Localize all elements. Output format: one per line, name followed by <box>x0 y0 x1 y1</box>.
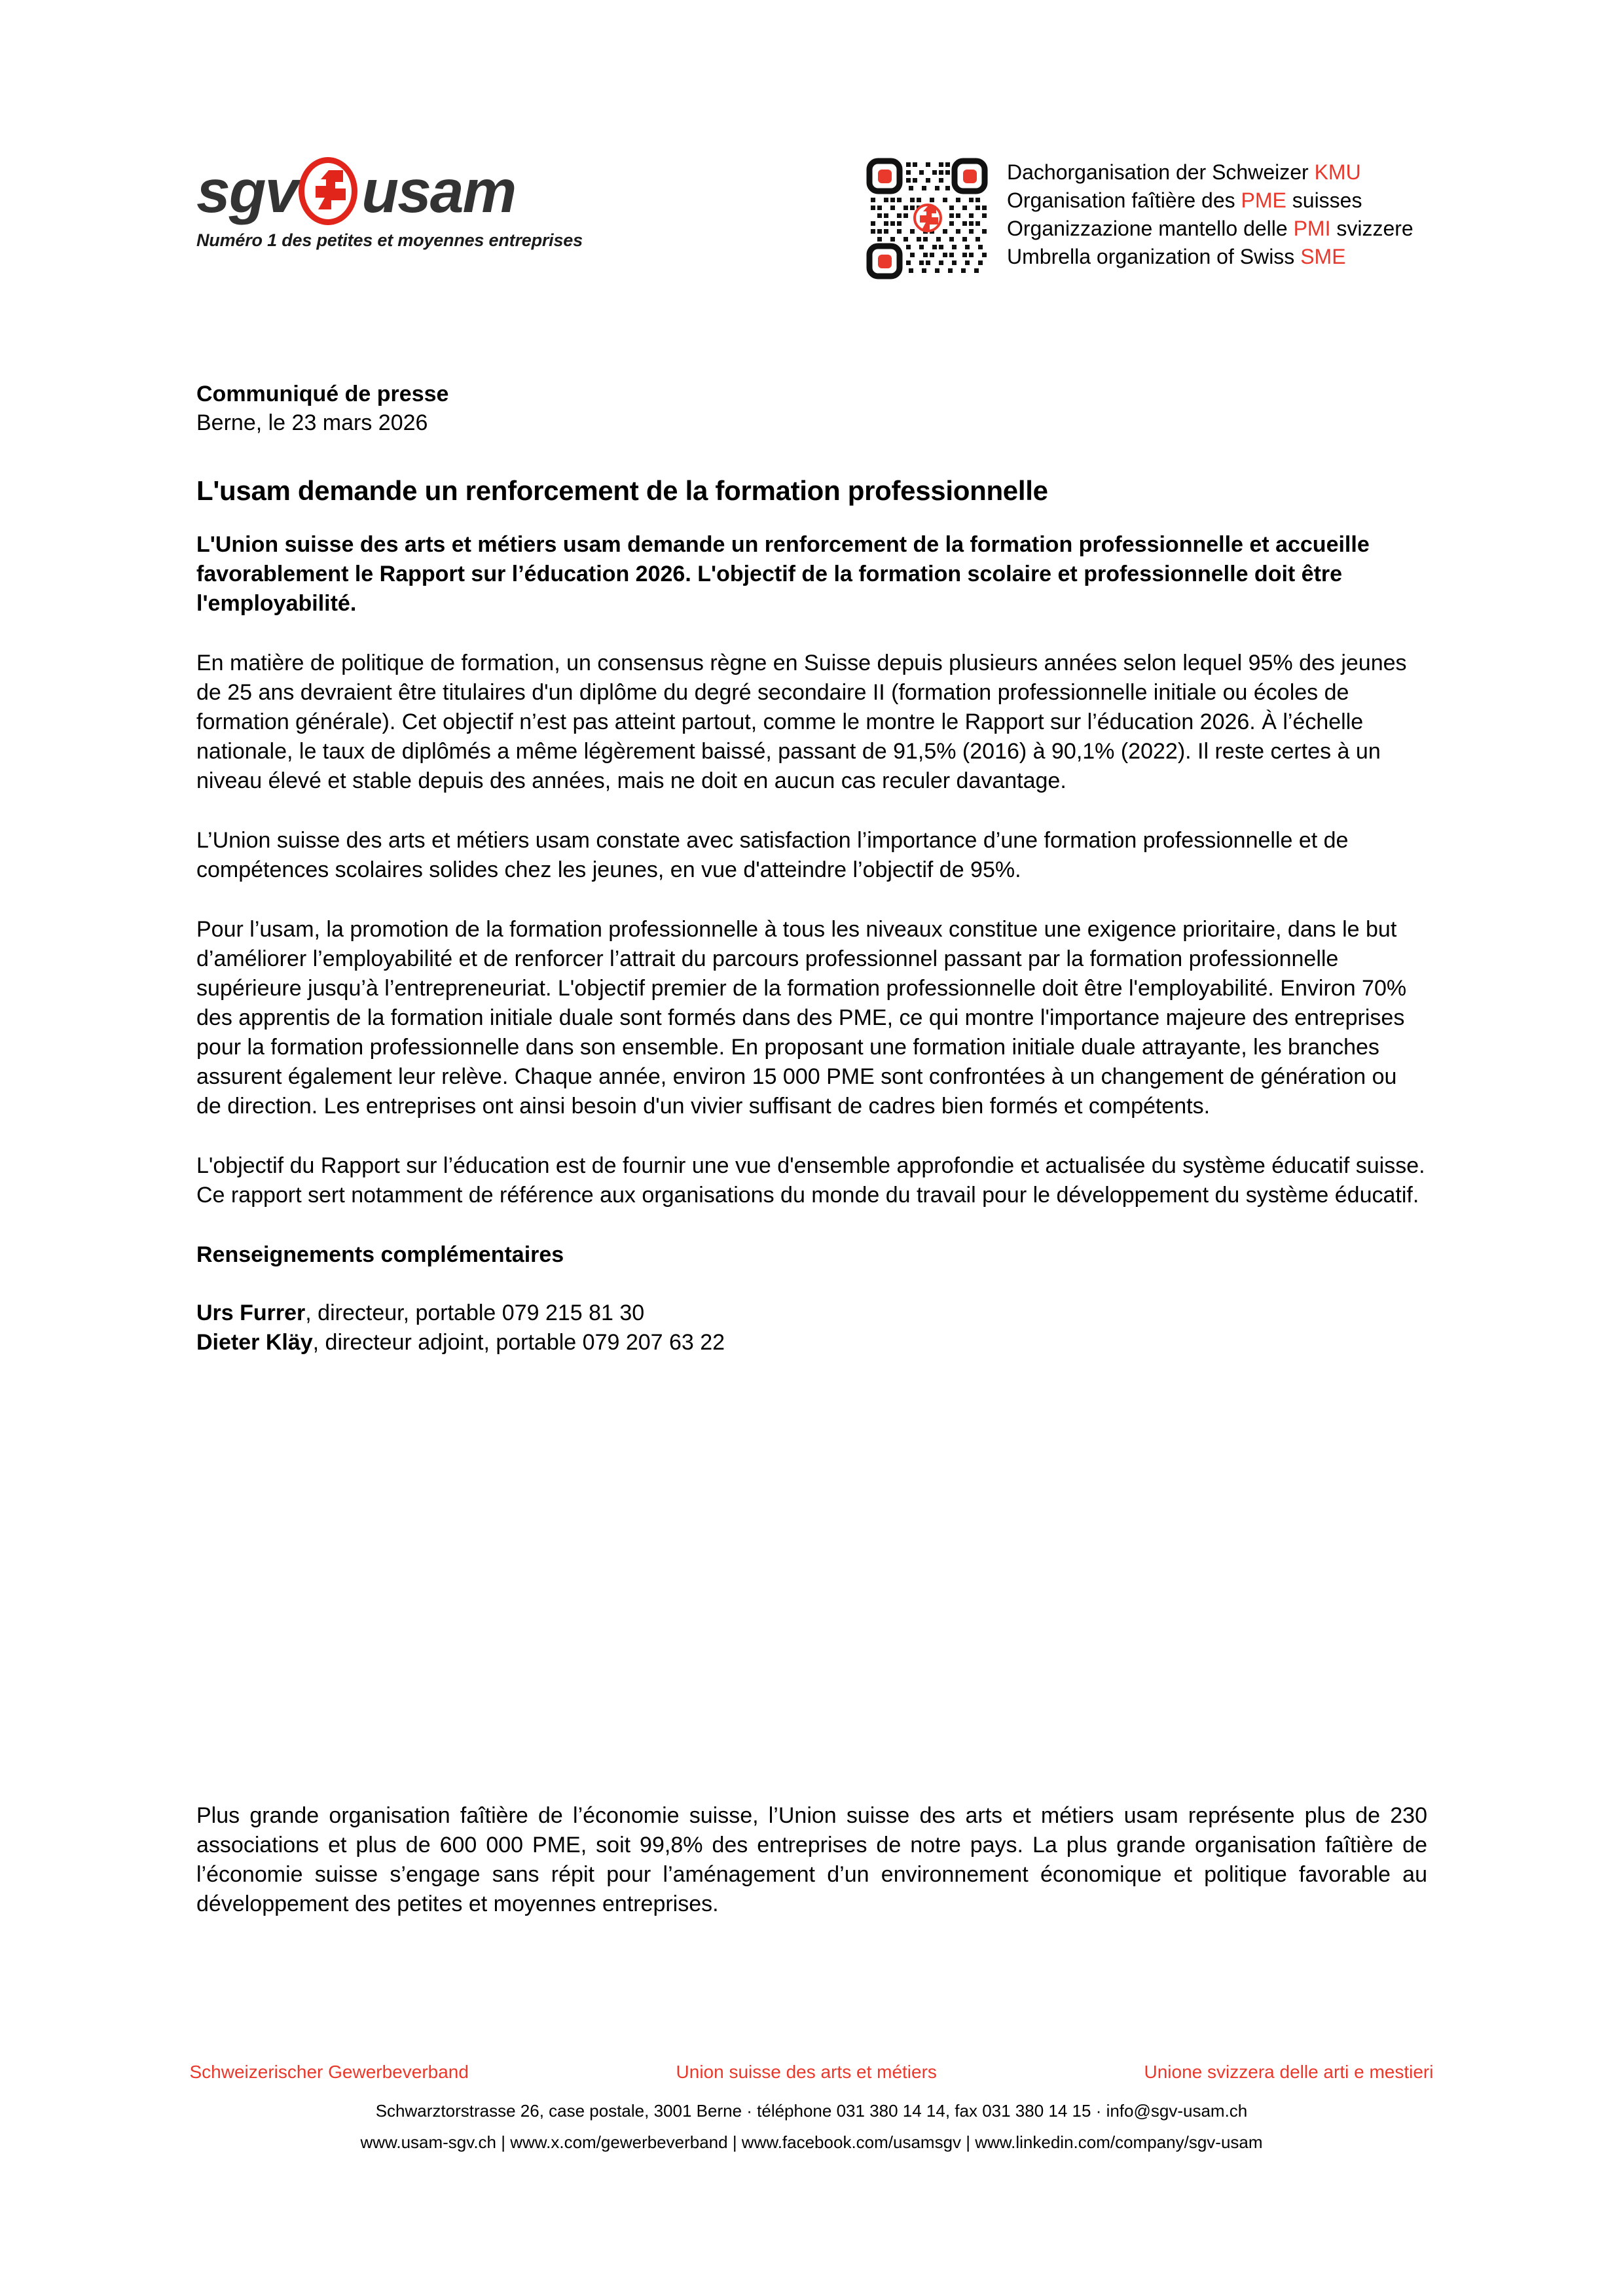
contact-role-1: , directeur, portable 079 215 81 30 <box>305 1300 645 1325</box>
body-paragraph-1: En matière de politique de formation, un consensus règne en Suisse depuis plusieurs années selon lequel 95% des jeunes de 25 ans devraient être titulaires d'un diplôme du degré secondaire II (formation professionnelle initiale ou écoles de formation générale). Cet objectif n’est pas atteint partout, comme le montre le Rapport sur l’éducation 2026. À l’échelle nationale, le taux de diplômés a même légèrement baissé, passant de 91,5% (2016) à 90,1% (2022). Il reste certes à un niveau élevé et stable depuis des années, mais ne doit en aucun cas reculer davantage. <box>196 651 1407 793</box>
footer-links[interactable]: www.usam-sgv.ch | www.x.com/gewerbeverband | www.facebook.com/usamsgv | www.linkedin.com/company/sgv-usam <box>360 2132 1263 2152</box>
contact-row-1 <box>196 1299 1427 1328</box>
footer-name-de: Schweizerischer Gewerbeverband <box>189 2062 469 2082</box>
document-kicker: Communiqué de presse <box>196 382 449 406</box>
qr-and-languages <box>866 157 1413 280</box>
swiss-cross-icon <box>309 169 350 212</box>
language-line-it: Organizzazione mantello delle PMI svizzere <box>1007 217 1413 240</box>
contact-name-2: Dieter Kläy <box>196 1330 313 1355</box>
lead-paragraph: L'Union suisse des arts et métiers usam demande un renforcement de la formation professionnelle et accueille favorablement le Rapport sur l’éducation 2026. L'objectif de la formation scolaire et professionnelle doit être l'employabilité. <box>196 532 1370 616</box>
contact-row-2 <box>196 1328 1427 1357</box>
language-list <box>1007 157 1413 271</box>
body-paragraph-3: Pour l’usam, la promotion de la formation professionnelle à tous les niveaux constitue une exigence prioritaire, dans le but d’améliorer l’employabilité et de renforcer l’attrait du parcours professionnel passant par la formation professionnelle supérieure jusqu’à l’entrepreneuriat. L'objectif premier de la formation professionnelle doit être l'employabilité. Environ 70% des apprentis de la formation initiale duale sont formés dans des PME, ce qui montre l'importance majeure des entreprises pour la formation professionnelle dans son ensemble. En proposant une formation initiale duale attrayante, les branches assurent également leur relève. Chaque année, environ 15 000 PME sont confrontées à un changement de génération ou de direction. Les entreprises ont ainsi besoin d'un vivier suffisant de cadres bien formés et compétents. <box>196 917 1407 1119</box>
footer-name-fr: Union suisse des arts et métiers <box>676 2062 937 2082</box>
footer-language-names <box>183 2060 1440 2084</box>
document-dateline: Berne, le 23 mars 2026 <box>196 410 428 435</box>
qr-center-logo-icon <box>910 200 945 236</box>
body-paragraph-4: L'objectif du Rapport sur l’éducation est de fournir une vue d'ensemble approfondie et actualisée du système éducatif suisse. Ce rapport sert notamment de référence aux organisations du monde du travail pour le développement du système éducatif. <box>196 1153 1425 1208</box>
logo-word-sgv: sgv <box>196 156 298 225</box>
contact-name-1: Urs Furrer <box>196 1300 306 1325</box>
qr-code-icon[interactable] <box>866 157 989 280</box>
page-footer <box>0 2060 1623 2155</box>
logo-tagline: Numéro 1 des petites et moyennes entreprises <box>196 230 583 250</box>
contacts-heading: Renseignements complémentaires <box>196 1242 564 1267</box>
logo-word-usam: usam <box>361 156 516 225</box>
body-paragraph-2: L’Union suisse des arts et métiers usam constate avec satisfaction l’importance d’une formation professionnelle et de compétences scolaires solides chez les jeunes, en vue d'atteindre l’objectif de 95%. <box>196 828 1349 882</box>
footer-name-it: Unione svizzera delle arti e mestieri <box>1144 2062 1434 2082</box>
swiss-cross-emblem-icon <box>293 154 367 228</box>
language-line-de: Dachorganisation der Schweizer KMU <box>1007 160 1361 184</box>
sgv-usam-logo <box>196 156 668 251</box>
document-body <box>196 380 1427 1357</box>
page-title: L'usam demande un renforcement de la formation professionnelle <box>196 475 1048 506</box>
language-line-fr: Organisation faîtière des PME suisses <box>1007 188 1362 212</box>
page-header <box>0 143 1623 287</box>
boilerplate-paragraph: Plus grande organisation faîtière de l’économie suisse, l’Union suisse des arts et métiers usam représente plus de 230 associations et plus de 600 000 PME, soit 99,8% des entreprises de notre pays. La plus grande organisation faîtière de l’économie suisse s’engage sans répit pour l’aménagement d’un environnement économique et politique favorable au développement des petites et moyennes entreprises. <box>196 1803 1427 1916</box>
footer-address: Schwarztorstrasse 26, case postale, 3001 Berne · téléphone 031 380 14 14, fax 031 380 14 15 · info@sgv-usam.ch <box>375 2101 1248 2121</box>
contact-role-2: , directeur adjoint, portable 079 207 63 22 <box>312 1330 725 1355</box>
logo-wordmark <box>196 156 668 226</box>
language-line-en: Umbrella organization of Swiss SME <box>1007 245 1346 268</box>
